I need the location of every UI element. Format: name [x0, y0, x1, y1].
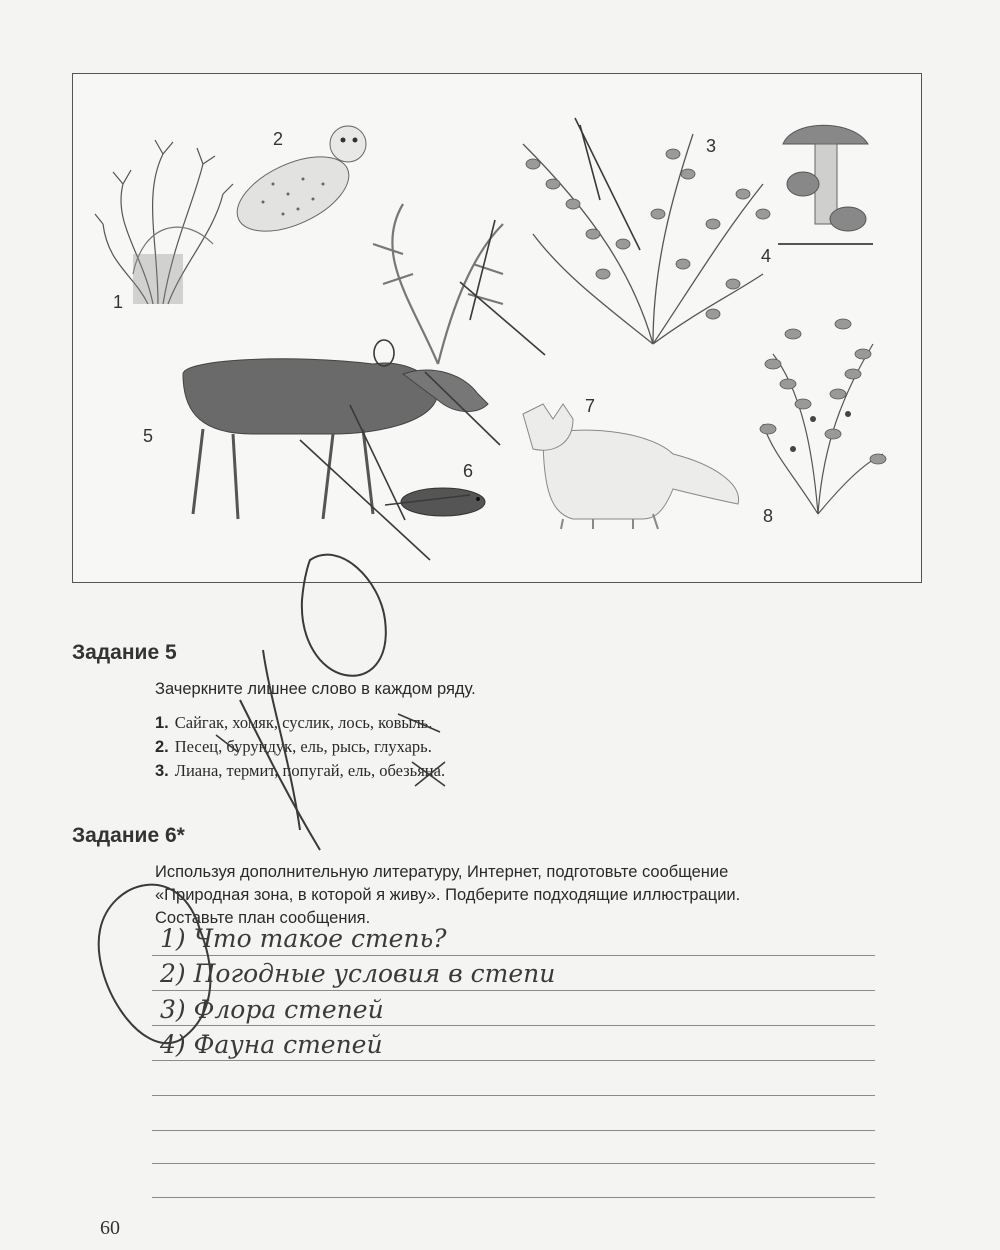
figure-label-3: 3	[706, 136, 717, 156]
writing-line	[152, 955, 875, 956]
writing-line	[152, 1095, 875, 1096]
illustration-panel	[72, 73, 922, 583]
illustrations	[73, 74, 923, 584]
reindeer-illustration	[183, 204, 503, 519]
writing-line	[152, 990, 875, 991]
figure-label-5: 5	[143, 426, 154, 446]
handwritten-plan-3: 3) Флора степей	[160, 995, 384, 1024]
lichen-illustration	[95, 140, 233, 304]
writing-line	[152, 1060, 875, 1061]
task5-instruction: Зачеркните лишнее слово в каждом ряду.	[155, 680, 476, 698]
owl-illustration	[226, 126, 366, 247]
handwritten-plan-4: 4) Фауна степей	[160, 1030, 383, 1059]
page-number: 60	[100, 1217, 120, 1239]
figure-label-6: 6	[463, 461, 474, 481]
figure-label-7: 7	[585, 396, 596, 416]
handwritten-plan-1: 1) Что такое степь?	[160, 924, 447, 953]
figure-label-2: 2	[273, 129, 284, 149]
mushroom-illustration	[778, 125, 873, 244]
writing-line	[152, 1025, 875, 1026]
task5-row-1: 1. Сайгак, хомяк, суслик, лось, ковыль.	[155, 713, 433, 732]
task5-title: Задание 5	[72, 641, 177, 664]
task6-title: Задание 6*	[72, 824, 185, 847]
task5-row-2: 2. Песец, бурундук, ель, рысь, глухарь.	[155, 737, 432, 756]
figure-label-1: 1	[113, 292, 124, 312]
writing-line	[152, 1163, 875, 1164]
handwritten-plan-2: 2) Погодные условия в степи	[160, 959, 556, 988]
shrub-illustration	[523, 134, 770, 344]
task6-instruction-line-1: Используя дополнительную литературу, Интернет, подготовьте сообщение	[155, 863, 729, 881]
lemming-illustration	[401, 488, 485, 516]
figure-label-4: 4	[761, 246, 772, 266]
figure-label-8: 8	[763, 506, 774, 526]
arctic-fox-illustration	[523, 404, 739, 529]
writing-line	[152, 1197, 875, 1198]
task6-instruction-line-2: «Природная зона, в которой я живу». Подберите подходящие иллюстрации.	[155, 886, 741, 904]
writing-line	[152, 1130, 875, 1131]
task6-instruction-line-3: Составьте план сообщения.	[155, 909, 371, 927]
lingonberry-illustration	[760, 319, 886, 514]
task5-row-3: 3. Лиана, термит, попугай, ель, обезьяна.	[155, 761, 446, 780]
